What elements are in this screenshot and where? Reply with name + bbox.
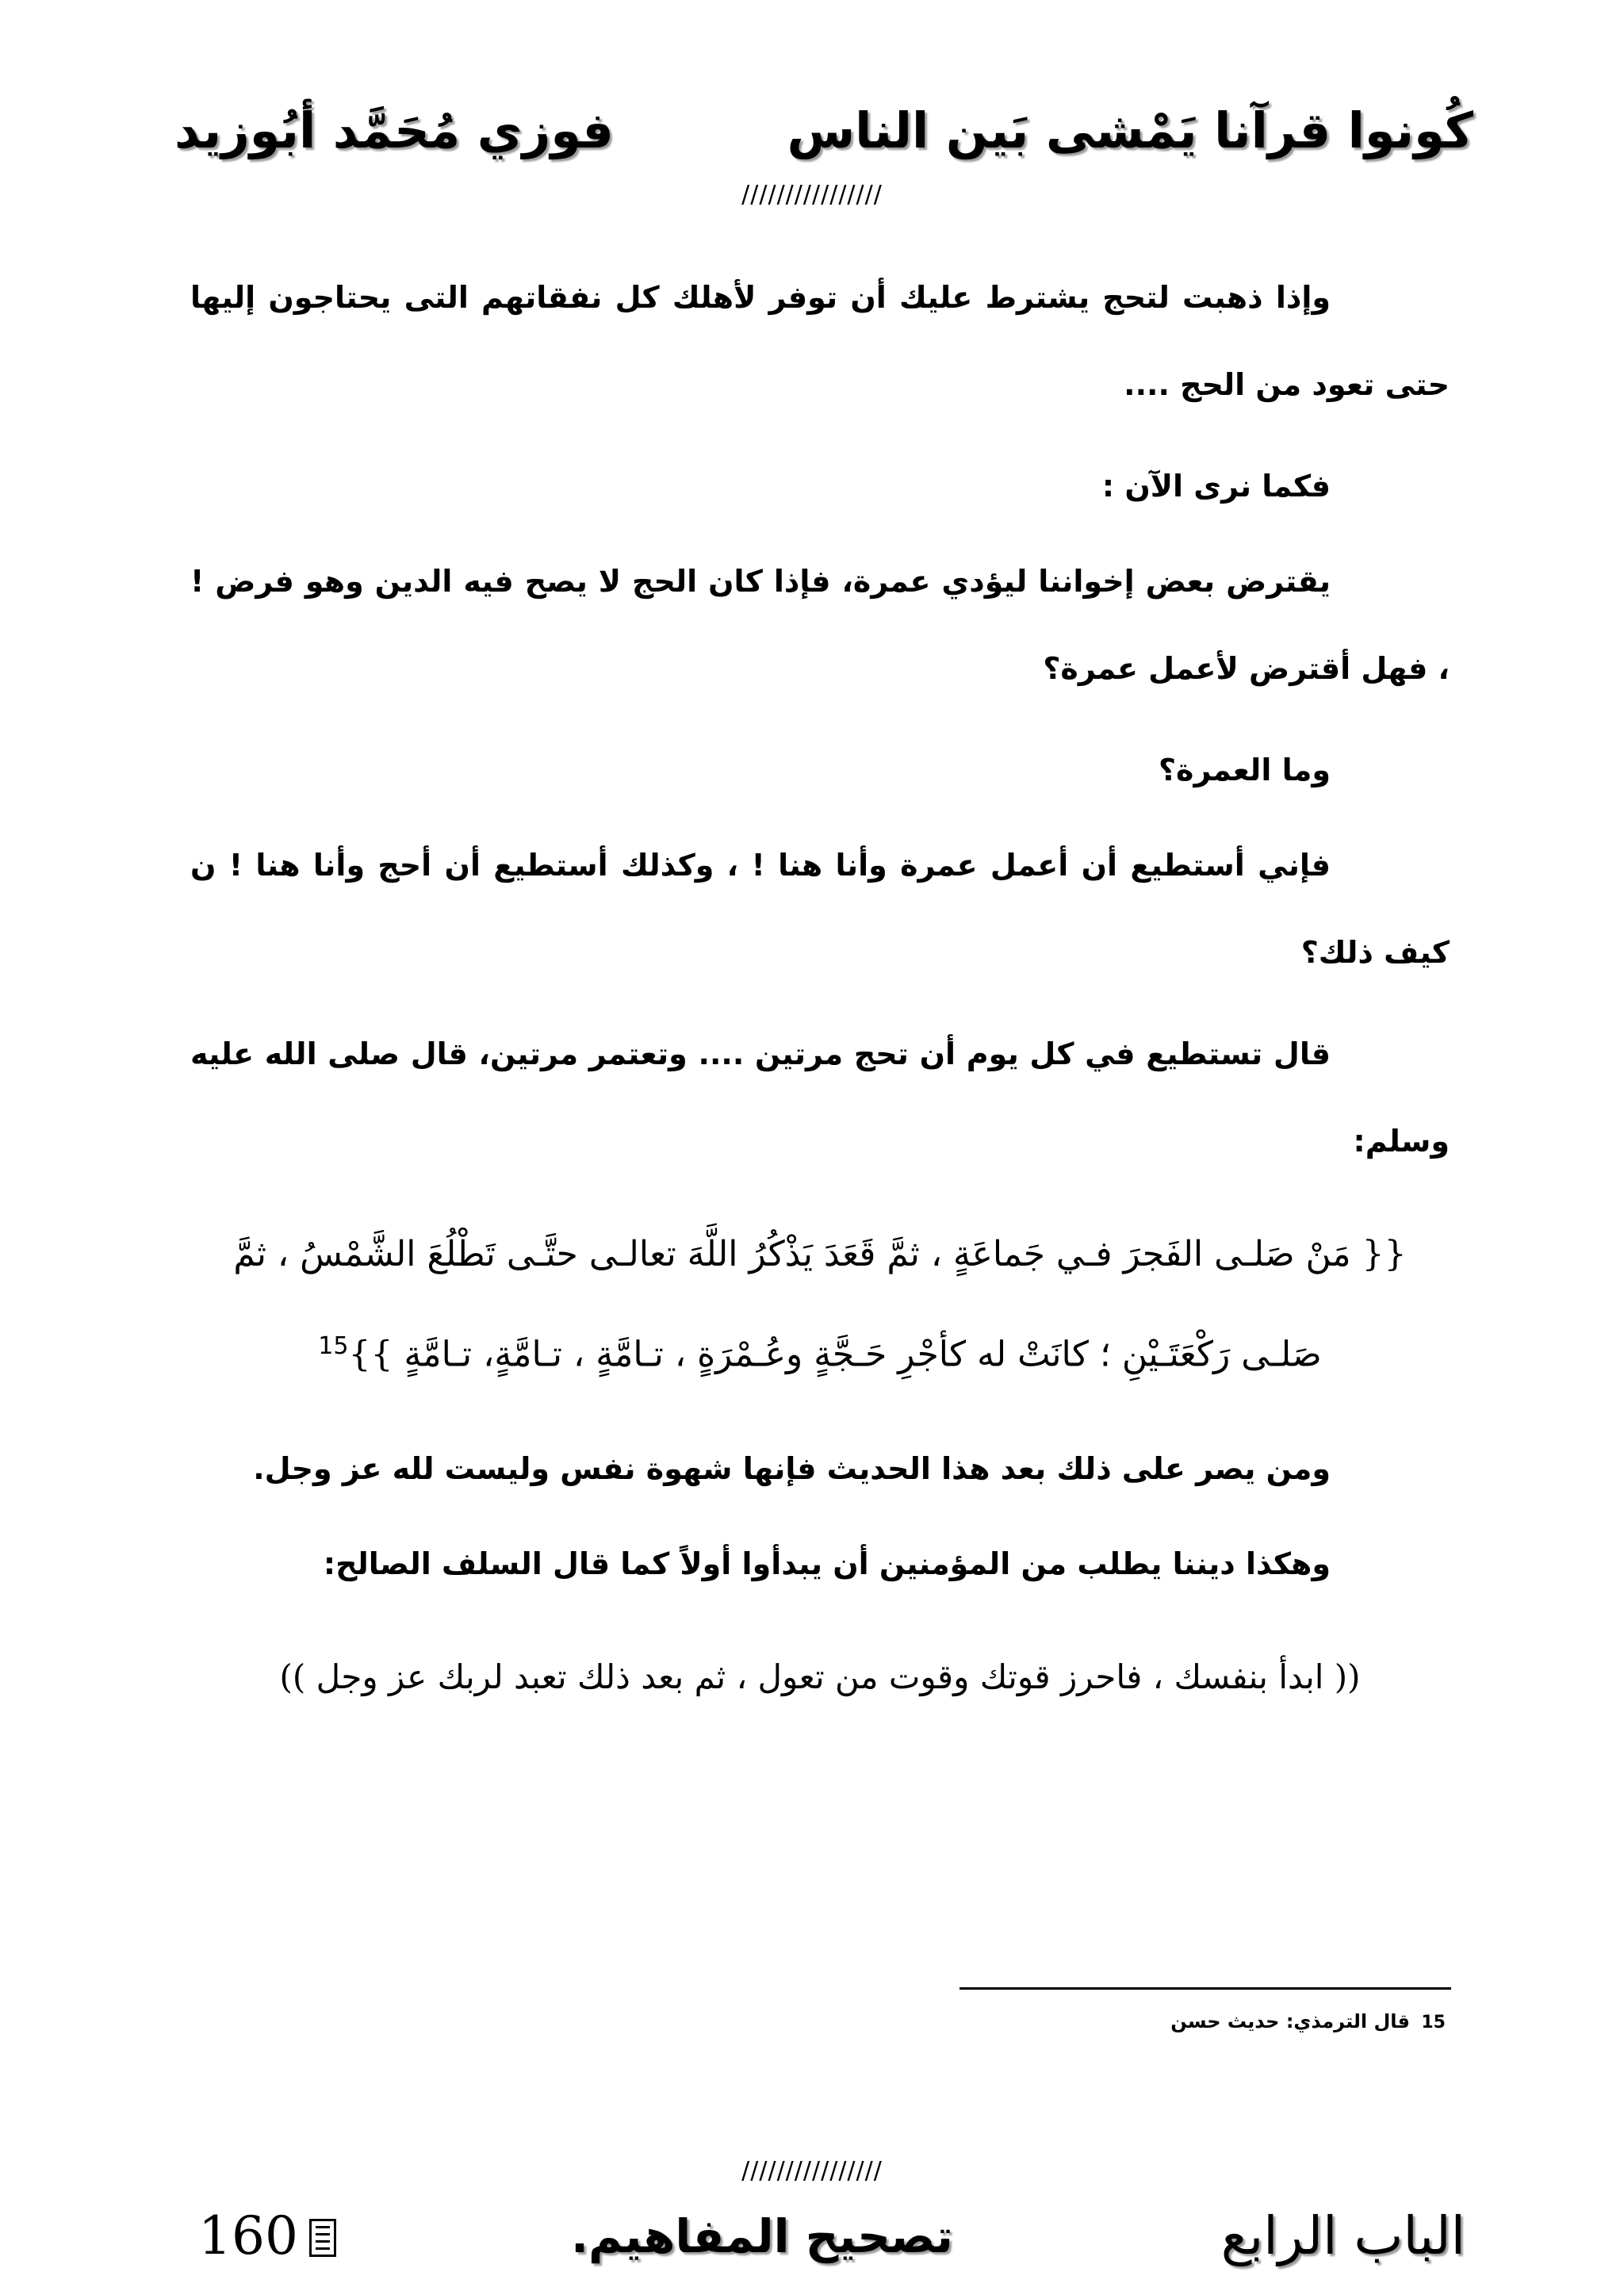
footer-divider: //////////////// (741, 2157, 883, 2185)
footnote-separator (959, 1987, 1451, 1990)
page-number-block (198, 2197, 336, 2276)
footer-book-title: تصحيح المفاهيم. (571, 2209, 953, 2263)
paragraph-twice-daily: قال تستطيع في كل يوم أن تحج مرتين .... وتعتمر مرتين، قال صلى الله عليه وسلم: (190, 1036, 1450, 1159)
hadith-text: {{ مَنْ صَلـى الفَجرَ فـي جَماعَةٍ ، ثمَّ قَعَدَ يَذْكُرُ اللَّهَ تعالـى حتَّـى تَطْلُعَ الشَّمْسُ ، ثمَّ صَلـى رَكْعَتَـيْنِ ؛ كانَتْ له كأجْرِ حَـجَّةٍ وعُـمْرَةٍ ، تـامَّةٍ ، تـامَّةٍ، تـامَّةٍ }} (233, 1234, 1407, 1375)
paragraph-what-is-umrah: وما العمرة؟ (1159, 753, 1331, 787)
paragraph-hajj-expenses: وإذا ذهبت لتحج يشترط عليك أن توفر لأهلك كل نفقاتهم التى يحتاجون إليها حتى تعود من الحج .... (190, 280, 1450, 402)
page-header (174, 95, 1473, 182)
main-content (190, 254, 1450, 1723)
salaf-quote: (( ابدأ بنفسك ، فاحرز قوتك وقوت من تعول ، ثم بعد ذلك تعبد لربك عز وجل )) (279, 1657, 1361, 1696)
paragraph-start-first: وهكذا ديننا يطلب من المؤمنين أن يبدأوا أولاً كما قال السلف الصالح: (323, 1546, 1331, 1581)
footnote-text: قال الترمذي: حديث حسن (1170, 2010, 1411, 2032)
footer-chapter: الباب الرابع (1220, 2205, 1465, 2266)
paragraph-desire-of-self: ومن يصر على ذلك بعد هذا الحديث فإنها شهوة نفس وليست لله عز وجل. (253, 1450, 1331, 1486)
footnote-reference: 15 (318, 1332, 349, 1360)
page-footer (198, 2197, 1465, 2284)
paragraph-as-we-see: فكما نرى الآن : (1101, 469, 1331, 504)
page-number: 160 (198, 2205, 298, 2266)
footnote-number: 15 (1421, 2013, 1446, 2032)
header-book-title: كُونوا قرآنا يَمْشى بَين الناس (787, 102, 1473, 159)
paragraph-borrowing-umrah: يقترض بعض إخواننا ليؤدي عمرة، فإذا كان الحج لا يصح فيه الدين وهو فرض ! ، فهل أقترض لأعمل عمرة؟ (190, 564, 1450, 686)
paragraph-umrah-here: فإني أستطيع أن أعمل عمرة وأنا هنا ! ، وكذلك أستطيع أن أحج وأنا هنا ! ن كيف ذلك؟ (190, 848, 1450, 970)
footnote (1170, 2010, 1446, 2032)
header-author-name: فوزي مُحَمَّد أبُوزيد (174, 102, 614, 159)
hadith-quote (190, 1209, 1450, 1401)
document-lines-icon (309, 2219, 336, 2257)
header-divider: //////////////// (741, 181, 883, 209)
